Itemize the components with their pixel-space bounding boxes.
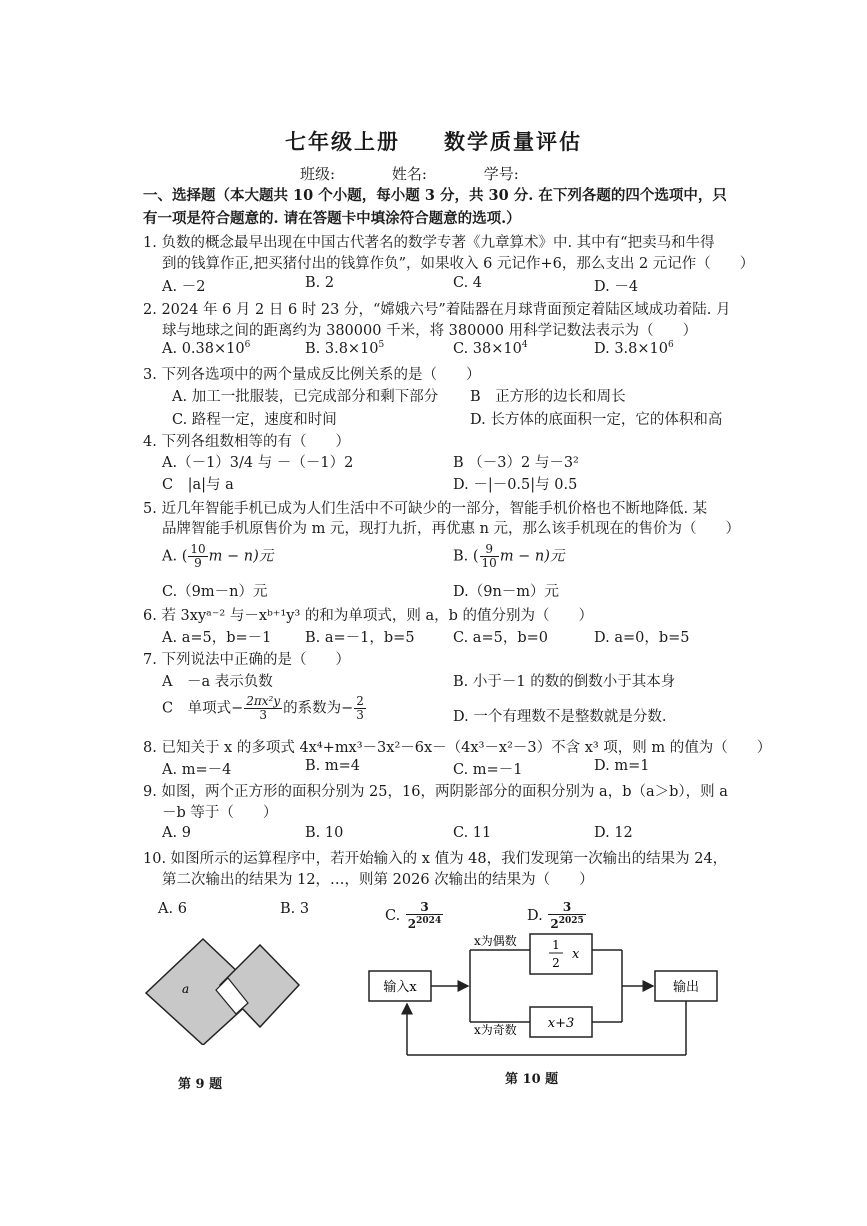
id-label: 学号: bbox=[483, 165, 519, 183]
q5-option-b: B. ( $\frac{9}{10}$ m − n)元 bbox=[453, 542, 565, 570]
q3-option-c: C. 路程一定，速度和时间 bbox=[172, 412, 337, 428]
q10-c-fraction: $\frac{3}{2^{2024}}$ bbox=[407, 900, 442, 931]
q5-line2: 品牌智能手机原售价为 m 元，现打九折，再优惠 n 元，那么该手机现在的售价为（ ） bbox=[162, 521, 741, 537]
q3-option-a: A. 加工一批服装，已完成部分和剩下部分 bbox=[172, 389, 439, 405]
q6-option-c: C. a=5，b=0 bbox=[453, 630, 548, 646]
q7-option-c: C 单项式− $\frac{\text{2πx²y}}{3}$ 的系数为− $\frac{2}{3}$ bbox=[162, 694, 364, 722]
q4-stem: 4. 下列各组数相等的有（ ） bbox=[143, 434, 350, 450]
q10-line1: 10. 如图所示的运算程序中，若开始输入的 x 值为 48，我们发现第一次输出的结果为 24， bbox=[143, 851, 728, 867]
input-label: 输入x bbox=[383, 980, 417, 995]
q9-option-c: C. 11 bbox=[453, 825, 492, 841]
q5-option-c: C.（9m－n）元 bbox=[162, 584, 268, 600]
half-var: x bbox=[572, 947, 580, 962]
q2-line2: 球与地球之间的距离约为 380000 千米，将 380000 用科学记数法表示为（ ） bbox=[162, 323, 698, 339]
q7-option-d: D. 一个有理数不是整数就是分数. bbox=[453, 709, 667, 725]
q4-option-a: A.（－1）3/4 与 －（－1）2 bbox=[162, 455, 354, 471]
q2-line1: 2. 2024 年 6 月 2 日 6 时 23 分，“嫦娥六号”着陆器在月球背面预定着陆区域成功着陆. 月 bbox=[143, 302, 731, 318]
section-heading-line1: 一、选择题（本大题共 10 个小题，每小题 3 分，共 30 分. 在下列各题的四个选项中，只 bbox=[143, 187, 727, 204]
page-title bbox=[0, 126, 867, 156]
figure-10-flowchart bbox=[360, 925, 730, 1065]
q9-option-a: A. 9 bbox=[162, 825, 191, 841]
q4-option-b: B （－3）2 与－3² bbox=[453, 455, 579, 471]
q6-option-a: A. a=5，b=－1 bbox=[162, 630, 272, 646]
q7-option-b: B. 小于－1 的数的倒数小于其本身 bbox=[453, 674, 676, 690]
q7-option-a: A －a 表示负数 bbox=[162, 674, 273, 690]
even-label: x为偶数 bbox=[474, 934, 517, 948]
q8-option-c: C. m=－1 bbox=[453, 762, 523, 778]
q7-c-fraction1: $\frac{\text{2πx²y}}{3}$ bbox=[246, 694, 281, 722]
q6-stem: 6. 若 3xyᵃ⁻² 与－xᵇ⁺¹y³ 的和为单项式，则 a，b 的值分别为（ ） bbox=[143, 608, 594, 624]
q10-option-a: A. 6 bbox=[158, 901, 187, 917]
q2-option-d: D. $3.8\times 10^6$ bbox=[594, 340, 674, 357]
student-info-row bbox=[300, 163, 571, 184]
q4-option-d: D. －|－0.5|与 0.5 bbox=[453, 477, 578, 493]
q10-option-c: C. $\frac{3}{2^{2024}}$ bbox=[385, 900, 442, 931]
q4-option-c: C |a|与 a bbox=[162, 477, 234, 493]
q1-option-d: D. －4 bbox=[594, 279, 639, 295]
figure-9-squares bbox=[140, 935, 300, 1045]
output-label: 输出 bbox=[672, 980, 700, 995]
q8-option-d: D. m=1 bbox=[594, 758, 650, 774]
q7-stem: 7. 下列说法中正确的是（ ） bbox=[143, 652, 350, 668]
q10-d-fraction: $\frac{3}{2^{2025}}$ bbox=[550, 900, 584, 931]
q2-option-b: B. $3.8\times 10^5$ bbox=[305, 340, 385, 357]
half-den: 2 bbox=[552, 956, 560, 970]
q3-option-b: B 正方形的边长和周长 bbox=[470, 389, 626, 405]
q1-option-c: C. 4 bbox=[453, 275, 483, 291]
q6-option-d: D. a=0，b=5 bbox=[594, 630, 690, 646]
figure-9-caption: 第 9 题 bbox=[178, 1077, 223, 1092]
q5-option-d: D.（9n－m）元 bbox=[453, 584, 560, 600]
q8-option-a: A. m=－4 bbox=[162, 762, 232, 778]
q10-option-d: D. $\frac{3}{2^{2025}}$ bbox=[527, 900, 584, 931]
class-label: 班级: bbox=[300, 165, 336, 183]
q6-option-b: B. a=－1，b=5 bbox=[305, 630, 415, 646]
name-label: 姓名: bbox=[391, 165, 427, 183]
q1-option-b: B. 2 bbox=[305, 275, 335, 291]
q3-option-d: D. 长方体的底面积一定，它的体积和高 bbox=[470, 412, 723, 428]
q9-line2: －b 等于（ ） bbox=[162, 805, 278, 821]
odd-label: x为奇数 bbox=[474, 1023, 517, 1037]
q2-option-c: C. $38\times 10^4$ bbox=[453, 340, 528, 357]
q9-option-d: D. 12 bbox=[594, 825, 633, 841]
section-heading-line2: 有一项是符合题意的. 请在答题卡中填涂符合题意的选项.） bbox=[143, 210, 521, 227]
q10-line2: 第二次输出的结果为 12，…，则第 2026 次输出的结果为（ ） bbox=[162, 872, 594, 888]
title-subject: 数学质量评估 bbox=[444, 129, 582, 154]
q5-option-a: A. ( $\frac{10}{9}$ m − n)元 bbox=[162, 542, 274, 570]
q9-line1: 9. 如图，两个正方形的面积分别为 25，16，两阴影部分的面积分别为 a，b（a＞b），则 a bbox=[143, 784, 728, 800]
q9-option-b: B. 10 bbox=[305, 825, 344, 841]
q7-c-fraction2: $\frac{2}{3}$ bbox=[356, 694, 364, 722]
half-box bbox=[530, 934, 592, 974]
odd-op: x+3 bbox=[547, 1016, 575, 1031]
q8-option-b: B. m=4 bbox=[305, 758, 360, 774]
q3-stem: 3. 下列各选项中的两个量成反比例关系的是（ ） bbox=[143, 367, 481, 383]
q5-a-fraction: $\frac{10}{9}$ bbox=[190, 542, 206, 570]
q8-stem: 8. 已知关于 x 的多项式 4x⁴+mx³－3x²－6x－（4x³－x²－3）不含 x³ 项，则 m 的值为（ ） bbox=[143, 740, 772, 756]
q5-line1: 5. 近几年智能手机已成为人们生活中不可缺少的一部分，智能手机价格也不断地降低. 某 bbox=[143, 501, 708, 517]
q10-option-b: B. 3 bbox=[280, 901, 310, 917]
q2-option-a: A. $0.38\times 10^6$ bbox=[162, 340, 251, 357]
q1-line1: 1. 负数的概念最早出现在中国古代著名的数学专著《九章算术》中. 其中有“把卖马和牛得 bbox=[143, 235, 715, 251]
figure-10-caption: 第 10 题 bbox=[505, 1072, 559, 1087]
title-grade: 七年级上册 bbox=[285, 129, 400, 154]
q1-line2: 到的钱算作正,把买猪付出的钱算作负”，如果收入 6 元记作+6，那么支出 2 元记作（ ） bbox=[162, 256, 755, 272]
q1-option-a: A. －2 bbox=[162, 279, 206, 295]
q5-b-fraction: $\frac{9}{10}$ bbox=[481, 542, 497, 570]
half-num: 1 bbox=[552, 938, 560, 952]
label-a: a bbox=[182, 982, 190, 996]
